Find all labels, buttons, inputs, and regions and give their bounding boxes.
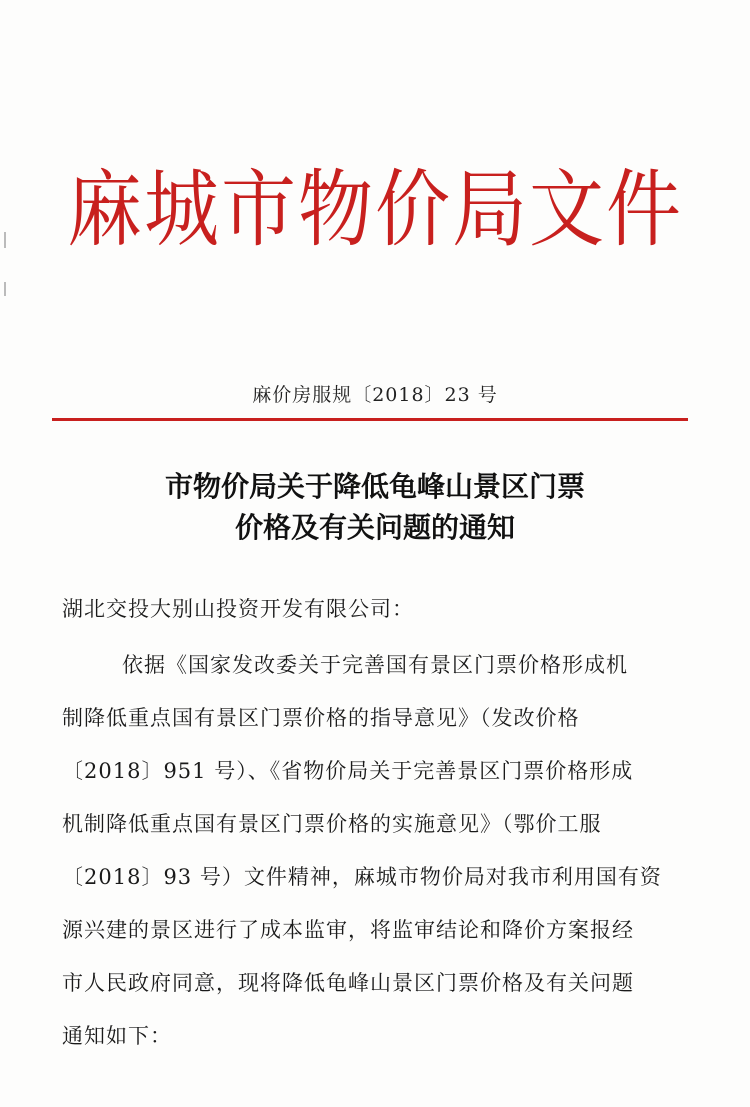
notice-title-line: 市物价局关于降低龟峰山景区门票: [164, 470, 585, 503]
body-paragraph: [62, 650, 682, 1074]
body-line: 市人民政府同意，现将降低龟峰山景区门票价格及有关问题: [62, 971, 634, 995]
red-divider-line: [52, 418, 688, 421]
scan-mark: [4, 232, 6, 248]
document-header-title: 麻城市物价局文件: [66, 160, 683, 259]
body-line: 〔2018〕951 号）、《省物价局关于完善景区门票价格形成: [62, 759, 634, 783]
scan-mark: [4, 282, 6, 296]
notice-title-line: 价格及有关问题的通知: [234, 511, 515, 544]
body-line: 源兴建的景区进行了成本监审，将监审结论和降价方案报经: [62, 918, 634, 942]
body-line: 机制降低重点国有景区门票价格的实施意见》（鄂价工服: [62, 812, 602, 836]
body-line: 依据《国家发改委关于完善国有景区门票价格形成机: [122, 653, 628, 677]
document-number: 麻价房服规〔2018〕23 号: [252, 384, 498, 406]
body-line: 通知如下：: [62, 1024, 172, 1048]
body-line: 制降低重点国有景区门票价格的指导意见》（发改价格: [62, 706, 580, 730]
body-line: 〔2018〕93 号）文件精神，麻城市物价局对我市利用国有资: [62, 865, 662, 889]
addressee: 湖北交投大别山投资开发有限公司：: [62, 597, 414, 621]
notice-title: [0, 466, 750, 548]
